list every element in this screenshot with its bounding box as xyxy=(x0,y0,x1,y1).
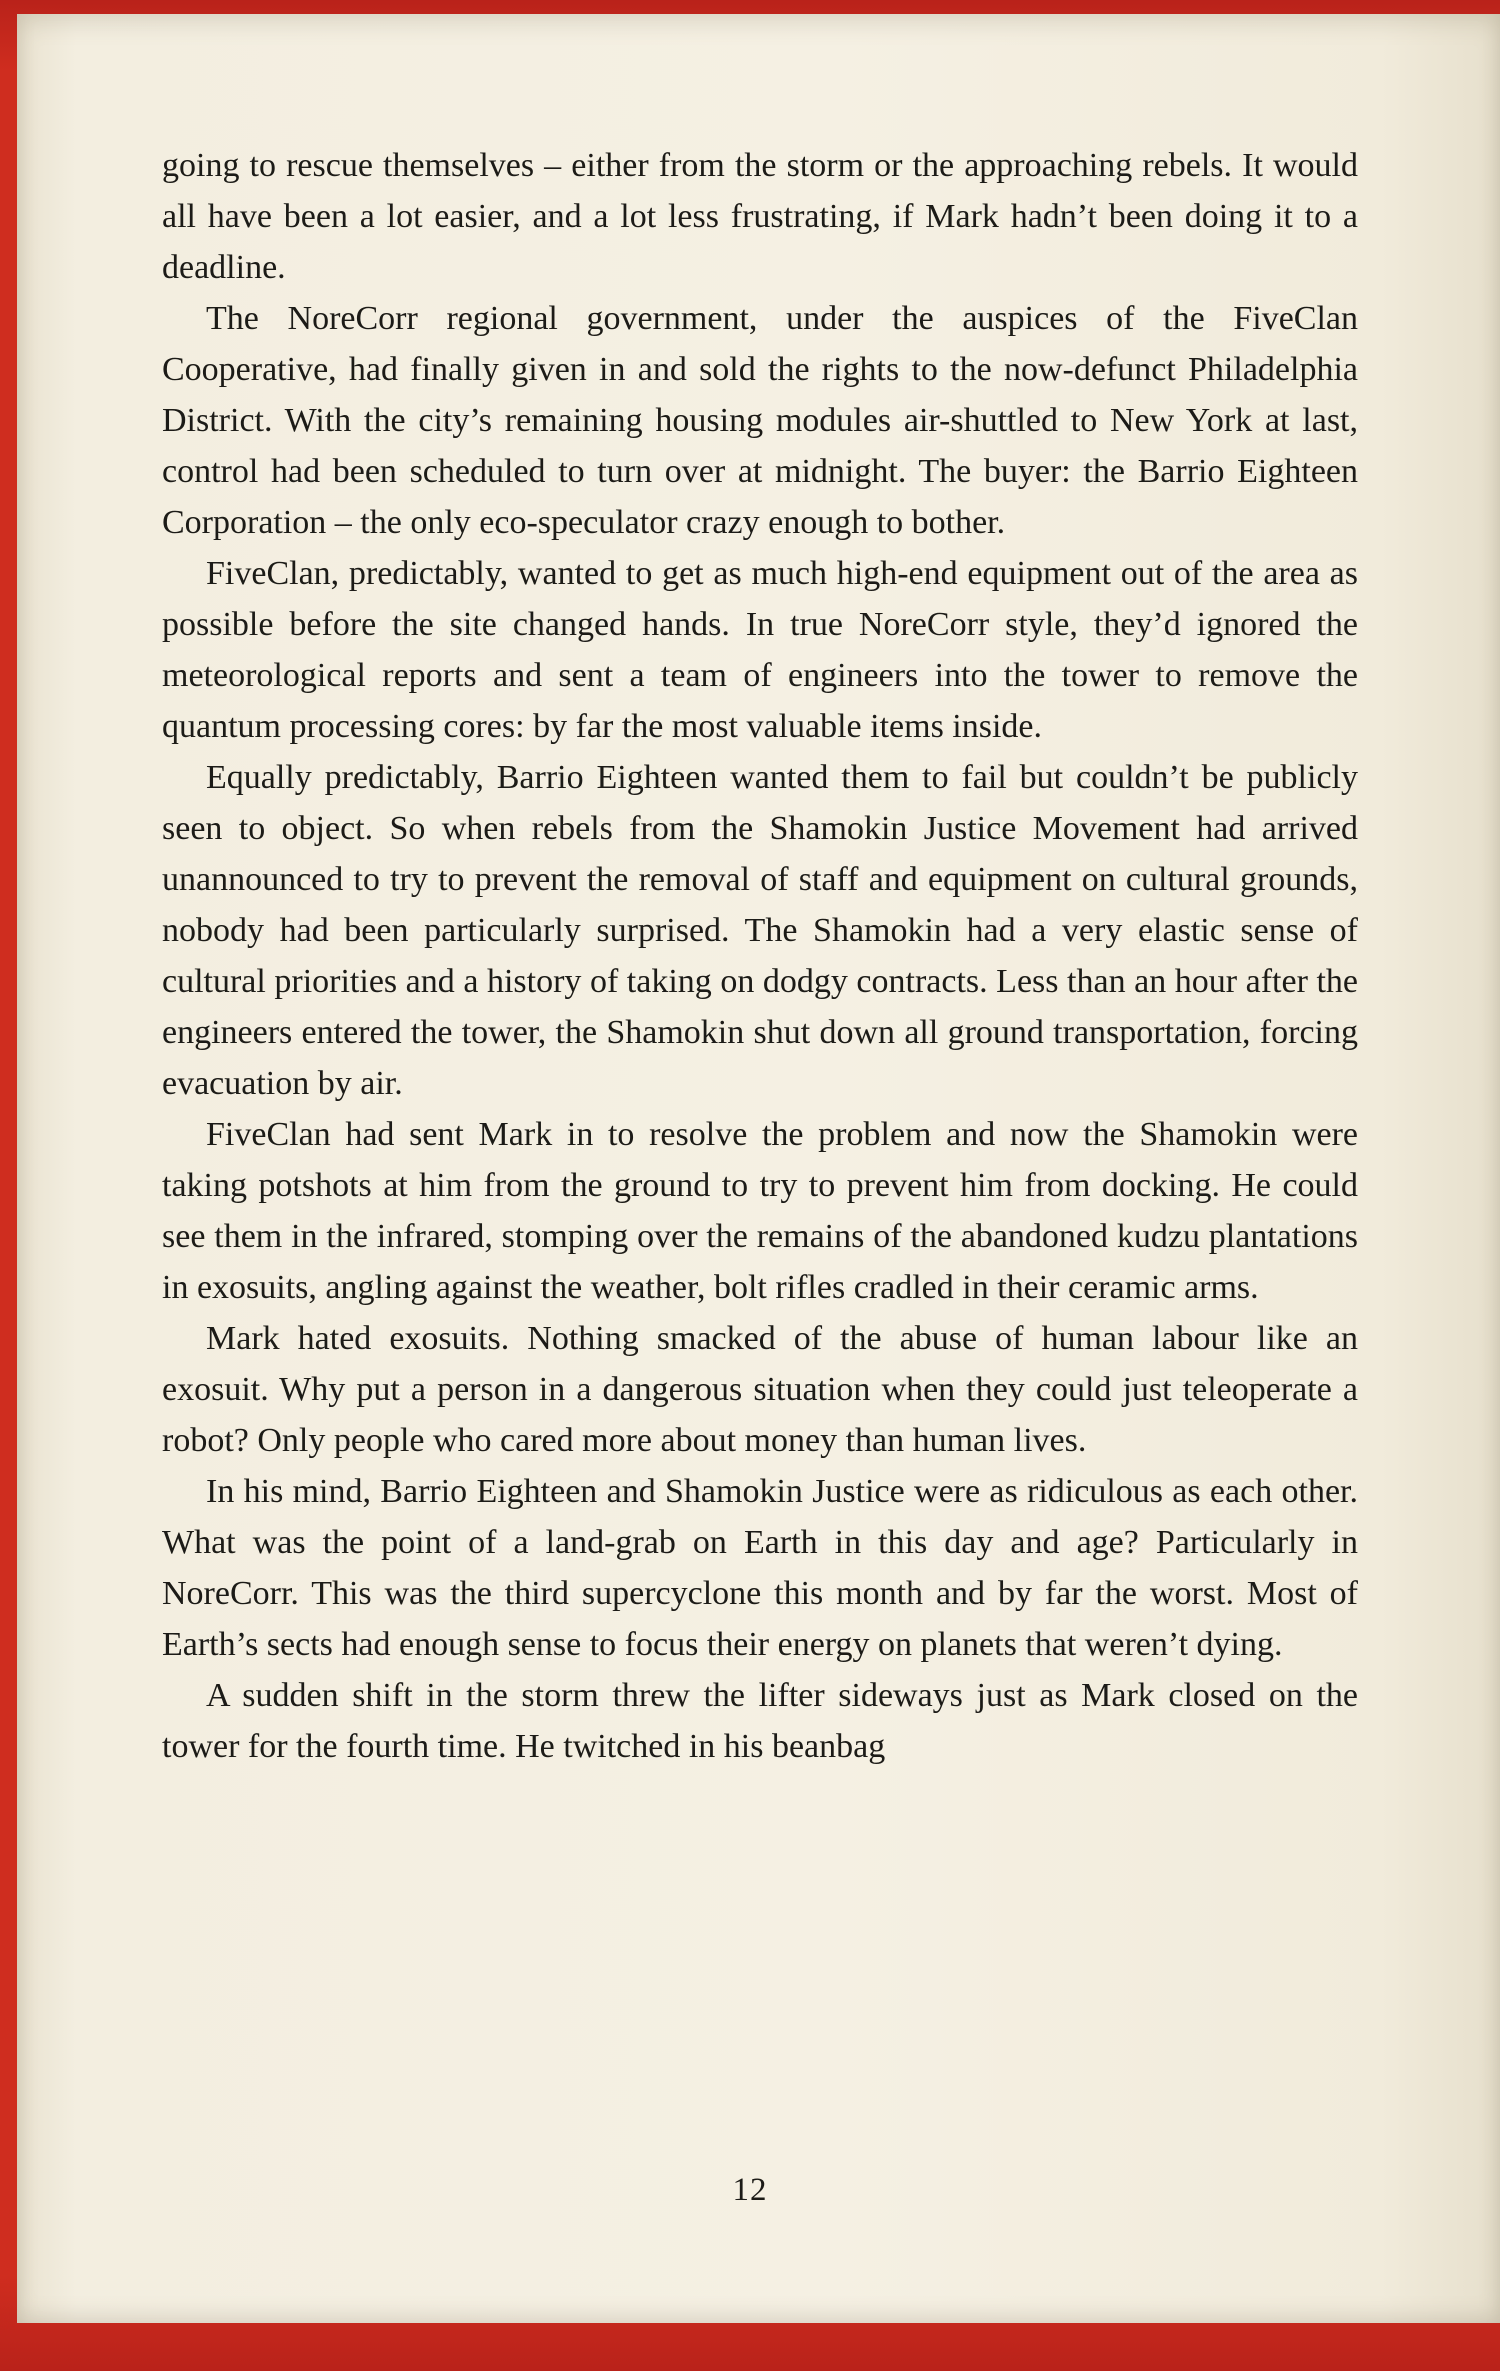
paragraph: Mark hated exosuits. Nothing smacked of the abuse of human labour like an exosuit. Why put a person in a dangerous situation when they could just teleoperate a robot? Only people who cared more about money than human lives. xyxy=(162,1320,1358,1459)
page-number: 12 xyxy=(732,2172,768,2208)
page-text xyxy=(162,140,1358,1772)
paragraph-continuation: going to rescue themselves – either from the storm or the approaching rebels. It would all have been a lot easier, and a lot less frustrating, if Mark hadn’t been doing it to a deadline. xyxy=(162,147,1358,286)
book-page xyxy=(17,14,1500,2323)
paragraph: Equally predictably, Barrio Eighteen wanted them to fail but couldn’t be publicly seen to object. So when rebels from the Shamokin Justice Movement had arrived unannounced to try to prevent the removal of staff and equipment on cultural grounds, nobody had been particularly surprised. The Shamokin had a very elastic sense of cultural priorities and a history of taking on dodgy contracts. Less than an hour after the engineers entered the tower, the Shamokin shut down all ground transportation, forcing evacuation by air. xyxy=(162,759,1358,1102)
paragraph: FiveClan, predictably, wanted to get as much high-end equipment out of the area as possible before the site changed hands. In true NoreCorr style, they’d ignored the meteorological reports and sent a team of engineers into the tower to remove the quantum processing cores: by far the most valuable items inside. xyxy=(162,555,1358,745)
paragraph: The NoreCorr regional government, under the auspices of the FiveClan Cooperative, had finally given in and sold the rights to the now-defunct Philadelphia District. With the city’s remaining housing modules air-shuttled to New York at last, control had been scheduled to turn over at midnight. The buyer: the Barrio Eighteen Corporation – the only eco-speculator crazy enough to bother. xyxy=(162,300,1358,541)
paragraph: A sudden shift in the storm threw the lifter sideways just as Mark closed on the tower for the fourth time. He twitched in his beanbag xyxy=(162,1677,1358,1765)
paragraph: FiveClan had sent Mark in to resolve the problem and now the Shamokin were taking potshots at him from the ground to try to prevent him from docking. He could see them in the infrared, stomping over the remains of the abandoned kudzu plantations in exosuits, angling against the weather, bolt rifles cradled in their ceramic arms. xyxy=(162,1116,1358,1306)
paragraph: In his mind, Barrio Eighteen and Shamokin Justice were as ridiculous as each other. What was the point of a land-grab on Earth in this day and age? Particularly in NoreCorr. This was the third supercyclone this month and by far the worst. Most of Earth’s sects had enough sense to focus their energy on planets that weren’t dying. xyxy=(162,1473,1358,1663)
